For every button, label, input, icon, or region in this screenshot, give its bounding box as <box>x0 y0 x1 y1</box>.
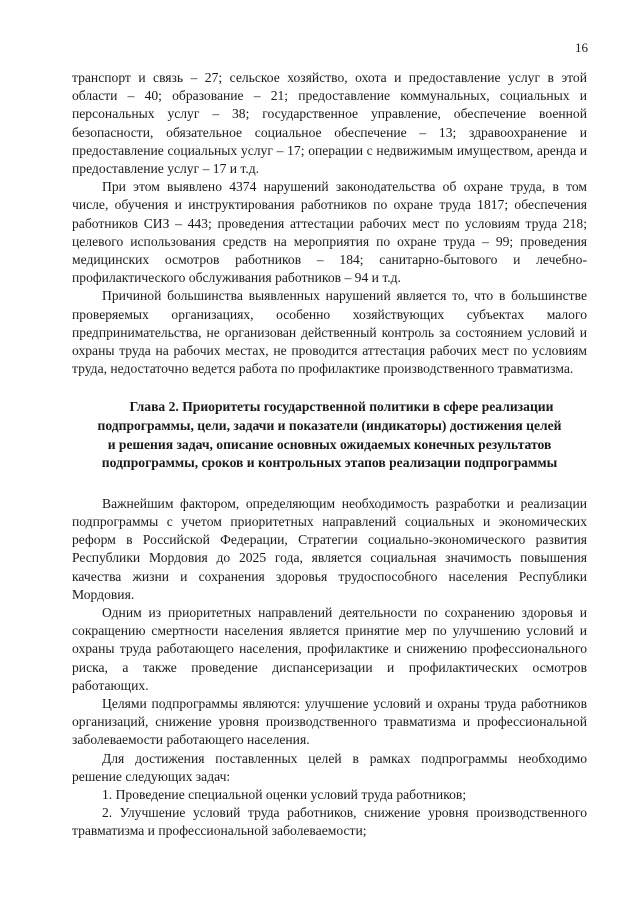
paragraph-violation-causes: Причиной большинства выявленных нарушений является то, что в большинстве проверяемых организациях, особенно хозяйствующих субъектах малого предпринимательства, не организован действенный контроль за состоянием условий и охраны труда на рабочих местах, не проводится аттестация рабочих мест по условиям труда, недостаточно ведется работа по профилактике производственного травматизма. <box>72 288 587 377</box>
paragraph-priority-direction: Одним из приоритетных направлений деятельности по сохранению здоровья и сокращению смертности населения является принятие мер по улучшению условий и охраны труда работающего населения, профилактике и снижению профессионального риска, а также проведение диспансеризации и профилактических осмотров работающих. <box>72 605 587 693</box>
chapter-heading-line: подпрограммы, цели, задачи и показатели (индикаторы) достижения целей <box>97 418 562 434</box>
chapter-heading <box>72 398 587 472</box>
paragraph-tasks-intro: Для достижения поставленных целей в рамках подпрограммы необходимо решение следующих задач: <box>72 750 587 784</box>
paragraph-key-factor: Важнейшим фактором, определяющим необходимость разработки и реализации подпрограммы с учетом приоритетных направлений социальных и экономических реформ в Российской Федерации, Стратегии социально-экономического развития Республики Мордовия до 2025 года, является социальная значимость повышения качества жизни и сохранения здоровья трудоспособного населения Республики Мордовия. <box>72 495 587 602</box>
paragraph-goals: Целями подпрограммы являются: улучшение условий и охраны труда работников организаций, снижение уровня производственного травматизма и профессиональной заболеваемости работающего населения. <box>72 696 587 748</box>
task-item-2: 2. Улучшение условий труда работников, снижение уровня производственного травматизма и профессиональной заболеваемости; <box>72 805 587 839</box>
page-body <box>72 69 587 841</box>
task-item-1: 1. Проведение специальной оценки условий труда работников; <box>102 787 467 803</box>
chapter-heading-line: подпрограммы, сроков и контрольных этапов реализации подпрограммы <box>101 455 558 471</box>
chapter-heading-line: Глава 2. Приоритеты государственной политики в сфере реализации <box>129 399 554 415</box>
paragraph-economic-sectors: транспорт и связь – 27; сельское хозяйство, охота и предоставление услуг в этой области – 40; образование – 21; предоставление коммунальных, социальных и персональных услуг – 38; государственное управление, обеспечение военной безопасности, обязательное социальное обеспечение – 13; здравоохранение и предоставление социальных услуг – 17; операции с недвижимым имуществом, аренда и предоставление услуг – 17 и т.д. <box>72 70 587 177</box>
paragraph-violations: При этом выявлено 4374 нарушений законодательства об охране труда, в том числе, обучения и инструктирования работников по охране труда 1817; обеспечения работников СИЗ – 443; проведения аттестации рабочих мест по условиям труда 218; целевого использования средств на мероприятия по охране труда – 99; проведения медицинских осмотров работников – 184; санитарно-бытового и лечебно-профилактического обслуживания работников – 94 и т.д. <box>72 179 587 286</box>
chapter-heading-line: и решения задач, описание основных ожидаемых конечных результатов <box>107 436 552 452</box>
page-number: 16 <box>575 40 588 55</box>
